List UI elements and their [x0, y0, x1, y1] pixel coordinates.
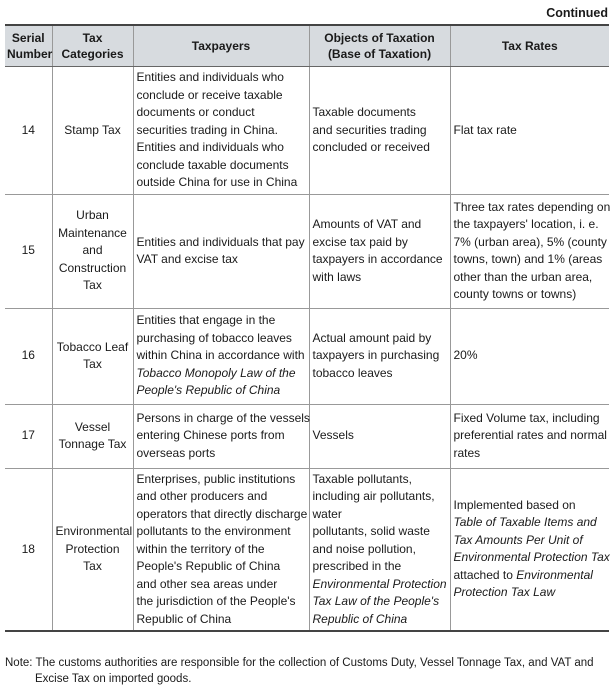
cell-line: documents or conduct: [136, 105, 255, 119]
cell-line: the taxpayers' location, i. e.: [453, 217, 599, 231]
cell-line: Protection Tax Law: [453, 585, 556, 600]
cell-line: Tobacco Monopoly Law of the: [136, 365, 296, 380]
cell-line: pollutants, solid waste: [312, 524, 430, 538]
cell-line: Environmental Protection: [312, 576, 447, 591]
cell-line: Flat tax rate: [453, 122, 517, 137]
serial-number-cell: [5, 67, 52, 195]
col-header-objects-of-taxation: Objects of Taxation (Base of Taxation): [309, 25, 450, 67]
cell-line: within China in accordance with: [136, 348, 305, 363]
serial-number: 14: [21, 122, 35, 137]
cell-line: prescribed in the: [312, 559, 402, 573]
serial-number-cell: [5, 308, 52, 404]
tax-category-line: Environmental: [55, 524, 133, 538]
table-row: [5, 308, 609, 404]
col-header-serial-number: Serial Number: [5, 25, 52, 67]
cell-line: 7% (urban area), 5% (county: [453, 234, 607, 249]
tax-category-cell: [52, 308, 133, 404]
cell-line: Tax Law of the People's: [312, 594, 440, 608]
tax-category-line: Vessel: [74, 419, 111, 434]
cell-line: People's Republic of China: [136, 383, 281, 398]
tax-category-line: Protection: [65, 541, 120, 556]
cell-line: Tax Amounts Per Unit of: [453, 532, 583, 547]
serial-number: 15: [21, 243, 35, 258]
tax-category-line: Construction: [58, 260, 127, 275]
serial-number: 16: [21, 348, 35, 363]
cell-line: Implemented based on: [453, 497, 576, 512]
cell-line: People's Republic of China: [136, 559, 281, 573]
footnote: [5, 655, 609, 687]
cell-line: overseas ports: [136, 445, 216, 460]
cell-line: with laws: [312, 269, 362, 284]
cell-line: and other sea areas under: [136, 576, 278, 591]
serial-number-cell: [5, 404, 52, 468]
tax-rates-cell: [450, 194, 609, 308]
cell-line: Republic of China: [312, 611, 408, 626]
tax-category-line: and: [82, 243, 103, 258]
tax-category-cell: [52, 67, 133, 195]
tax-category-line: Stamp Tax: [64, 122, 121, 137]
tax-rates-cell: [450, 308, 609, 404]
cell-line: 20%: [453, 348, 478, 363]
cell-text-italic: Environmental: [516, 567, 593, 582]
cell-text-roman: attached to: [453, 567, 517, 582]
cell-line: Taxable documents: [312, 105, 416, 119]
tax-category-line: Tobacco Leaf: [56, 339, 129, 354]
col-header-taxpayers: Taxpayers: [133, 25, 309, 67]
cell-line: tobacco leaves: [312, 365, 393, 380]
taxpayers-cell: [133, 194, 309, 308]
cell-line: Fixed Volume tax, including: [453, 410, 600, 425]
cell-line: Amounts of VAT and: [312, 217, 422, 231]
tax-rates-cell: [450, 67, 609, 195]
cell-line: Vessels: [312, 428, 354, 443]
cell-line: Three tax rates depending on: [453, 199, 611, 214]
serial-number: 17: [21, 428, 35, 443]
cell-line: outside China for use in China: [136, 175, 298, 189]
cell-line: water: [312, 506, 342, 521]
col-header-tax-categories: Tax Categories: [52, 25, 133, 67]
cell-line: concluded or received: [312, 140, 430, 154]
cell-line: Entities that engage in the: [136, 313, 276, 328]
cell-line: county towns or towns): [453, 287, 577, 301]
cell-line: rates: [453, 445, 481, 460]
tax-category-line: Tax: [83, 357, 102, 371]
taxpayers-cell: [133, 308, 309, 404]
cell-line: [454, 567, 607, 585]
cell-line: securities trading in China.: [136, 122, 278, 137]
cell-line: operators that directly discharge: [136, 506, 308, 521]
tax-rates-cell: [450, 404, 609, 468]
cell-line: within the territory of the: [136, 541, 265, 556]
tax-category-line: Maintenance: [58, 225, 127, 240]
cell-line: taxpayers in purchasing: [312, 348, 440, 363]
cell-line: including air pollutants,: [312, 489, 435, 503]
taxpayers-cell: [133, 404, 309, 468]
tax-rates-cell: [450, 468, 609, 631]
tax-category-line: Tax: [83, 278, 102, 293]
tax-table: [5, 24, 609, 632]
cell-line: Entities and individuals who: [136, 140, 284, 154]
objects-of-taxation-cell: [309, 194, 450, 308]
serial-number-cell: [5, 194, 52, 308]
cell-line: Entities and individuals who: [136, 70, 284, 84]
tax-category-cell: [52, 194, 133, 308]
cell-line: excise tax paid by: [312, 234, 408, 249]
objects-of-taxation-cell: [309, 67, 450, 195]
footnote-line: Excise Tax on imported goods.: [35, 673, 192, 685]
tax-category-cell: [52, 468, 133, 631]
cell-line: Entities and individuals that pay: [136, 234, 305, 249]
taxpayers-cell: [133, 67, 309, 195]
cell-line: VAT and excise tax: [136, 252, 238, 266]
cell-line: purchasing of tobacco leaves: [136, 330, 292, 345]
cell-line: pollutants to the environment: [136, 524, 291, 538]
cell-line: Actual amount paid by: [312, 330, 432, 345]
cell-line: and securities trading: [312, 122, 427, 137]
table-row: [5, 404, 609, 468]
cell-line: towns, town) and 1% (areas: [453, 252, 603, 266]
table-row: [5, 194, 609, 308]
cell-line: preferential rates and normal: [453, 428, 607, 443]
objects-of-taxation-cell: [309, 308, 450, 404]
footnote-line: Note: The customs authorities are responsible for the collection of Customs Duty, Vessel Tonnage Tax, and VAT and: [5, 657, 594, 669]
taxpayers-cell: [133, 468, 309, 631]
col-header-tax-rates: Tax Rates: [450, 25, 609, 67]
serial-number-cell: [5, 468, 52, 631]
cell-line: other than the urban area,: [453, 269, 593, 284]
serial-number: 18: [21, 541, 35, 556]
cell-line: Table of Taxable Items and: [453, 515, 597, 530]
objects-of-taxation-cell: [309, 404, 450, 468]
tax-category-line: Tonnage Tax: [58, 437, 127, 451]
tax-category-cell: [52, 404, 133, 468]
table-header-row: [5, 25, 609, 67]
table-row: [5, 67, 609, 195]
cell-line: conclude or receive taxable: [136, 87, 283, 102]
cell-line: conclude taxable documents: [136, 157, 289, 172]
table-row: [5, 468, 609, 631]
cell-line: Environmental Protection Tax: [453, 550, 610, 565]
cell-line: Taxable pollutants,: [312, 471, 412, 486]
cell-line: the jurisdiction of the People's: [136, 594, 296, 608]
cell-line: taxpayers in accordance: [312, 252, 443, 266]
cell-line: Enterprises, public institutions: [136, 471, 296, 486]
cell-line: and noise pollution,: [312, 541, 416, 556]
continued-label: Continued: [546, 6, 608, 20]
cell-line: Republic of China: [136, 611, 232, 626]
cell-line: and other producers and: [136, 489, 268, 503]
objects-of-taxation-cell: [309, 468, 450, 631]
cell-line: Persons in charge of the vessels: [136, 410, 310, 425]
tax-category-line: Tax: [83, 559, 102, 573]
tax-category-line: Urban: [76, 208, 109, 223]
cell-line: entering Chinese ports from: [136, 428, 285, 443]
